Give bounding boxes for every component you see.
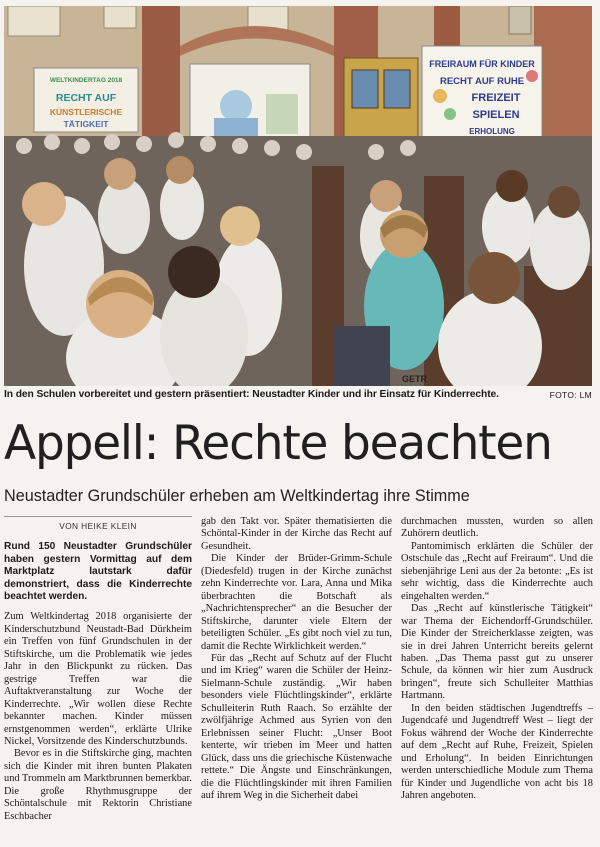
body-paragraph: Das „Recht auf künstlerische Tätigkeit“ war Thema der Eichendorff-Grundschüler. Die Kinder der Streicherklasse zeigten, was sie in drei Jahren Unterricht bereits gelernt haben. „Das Thema passt gut zu unserer Schule, da können wir hier zum Ausdruck bringen“, freute sich Schulleiter Matthias Hartmann. bbox=[401, 603, 593, 702]
body-paragraph: gab den Takt vor. Später thematisierten die Schöntal-Kinder in der Kirche das Recht auf Gesundheit. bbox=[201, 516, 392, 552]
photo-credit: FOTO: LM bbox=[549, 390, 592, 400]
article-column-1 bbox=[4, 516, 192, 823]
article-photo bbox=[4, 6, 592, 386]
byline: VON HEIKE KLEIN bbox=[4, 516, 192, 532]
svg-text:FREIRAUM FÜR KINDER: FREIRAUM FÜR KINDER bbox=[429, 59, 535, 69]
banner-left bbox=[34, 68, 138, 132]
svg-text:RECHT AUF: RECHT AUF bbox=[55, 92, 117, 104]
body-paragraph: durchmachen mussten, wurden so allen Zuhörern deutlich. bbox=[401, 516, 593, 540]
lead-paragraph: Rund 150 Neustadter Grundschüler haben gestern Vormittag auf dem Marktplatz lautstark dafür demonstriert, dass die Kinderrechte beachtet werden. bbox=[4, 541, 192, 603]
body-paragraph: Die Kinder der Brüder-Grimm-Schule (Diedesfeld) trugen in der Kirche zunächst zehn Kinderrechte vor. Lara, Anna und Mika überbrachten die Botschaft als „Nachrichtensprecher“ an die Besucher der Stiftskirche, darunter viele Eltern der beteiligten Schüler. „Es gibt noch viel zu tun, damit die Rechte Wirklichkeit werden.“ bbox=[201, 553, 392, 652]
banner-right bbox=[422, 46, 542, 142]
body-paragraph: Zum Weltkindertag 2018 organisierte der Kinderschutzbund Neustadt-Bad Dürkheim ein Treffen von fünf Grundschulen in der Stiftskirche, um die Problematik wie jedes Jahr in den Blickpunkt zu rücken. Das gestrige Treffen war die Auftaktveranstaltung zur Woche der Kinderrechte. „Wir wollen diese Rechte bekannter machen. Kinder müssen ernstgenommen werden“, erklärte Ulrike Nickel, Vorsitzende des Kinderschutzbunds. bbox=[4, 611, 192, 748]
body-paragraph: Für das „Recht auf Schutz auf der Flucht und im Krieg“ waren die Schüler der Heinz-Sielmann-Schule zuständig. „Wir haben besonders viele Flüchtlingskinder“, erklärte Schulleiterin Ruth Raach. So erzählte der zwölfjährige Achmed aus Syrien von den Erlebnissen seiner Flucht: „Unser Boot kenterte, wir trieben im Meer und hatten Glück, dass uns die griechische Küstenwache rettete.“ Die Ängste und Einschränkungen, die die Flüchtlingskinder mit ihren Familien auf ihrem Weg in die Sicherheit dabei bbox=[201, 652, 392, 801]
article-column-2 bbox=[201, 516, 392, 802]
article-column-3 bbox=[401, 516, 593, 802]
body-paragraph: Pantomimisch erklärten die Schüler der Ostschule das „Recht auf Freiraum“. Und die siebenjährige Leni aus der 2a betonte: „Es ist sehr wichtig, dass die Kinderrechte auch eingehalten werden.“ bbox=[401, 540, 593, 602]
headline: Appell: Rechte beachten bbox=[4, 416, 552, 471]
svg-text:WELTKINDERTAG 2018: WELTKINDERTAG 2018 bbox=[49, 77, 123, 84]
svg-text:SPIELEN: SPIELEN bbox=[472, 109, 520, 121]
caption-text: In den Schulen vorbereitet und gestern präsentiert: Neustadter Kinder und ihr Einsatz für Kinderrechte. bbox=[4, 389, 499, 400]
body-paragraph: Bevor es in die Stiftskirche ging, machten sich die Kinder mit ihren bunten Plakaten und Trommeln am Marktbrunnen bemerkbar. Die große Rhythmusgruppe der Schöntalschule mit Rektorin Christiane Eschbacher bbox=[4, 748, 192, 822]
svg-text:ERHOLUNG: ERHOLUNG bbox=[469, 127, 515, 136]
photo-caption bbox=[4, 389, 592, 405]
subheadline: Neustadter Grundschüler erheben am Weltkindertag ihre Stimme bbox=[4, 487, 470, 505]
svg-text:RECHT AUF RUHE: RECHT AUF RUHE bbox=[439, 76, 525, 87]
svg-text:FREIZEIT: FREIZEIT bbox=[471, 92, 521, 104]
body-paragraph: In den beiden städtischen Jugendtreffs – Jugendcafé und Jugendtreff West – liegt der Fokus während der Woche der Kinderrechte auf dem „Recht auf Ruhe, Freizeit, Spielen und Erholung“. In beiden Einrichtungen werden unterschiedliche Module zum Thema für Kinder und Jugendliche von acht bis 18 Jahren angeboten. bbox=[401, 702, 593, 801]
church-children-photo bbox=[4, 6, 592, 386]
svg-text:GETR: GETR bbox=[402, 374, 428, 384]
svg-text:KÜNSTLERISCHE: KÜNSTLERISCHE bbox=[49, 107, 123, 117]
svg-text:TÄTIGKEIT: TÄTIGKEIT bbox=[63, 119, 109, 129]
